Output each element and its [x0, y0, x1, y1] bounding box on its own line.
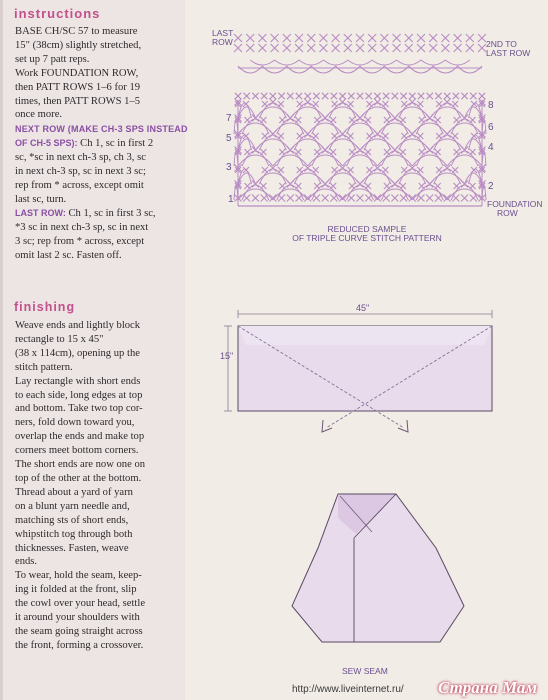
sc-stitch-symbol	[260, 183, 266, 189]
sc-stitch-symbol	[332, 101, 338, 107]
sc-stitch-symbol	[366, 93, 372, 99]
text-line: Work FOUNDATION ROW,	[15, 67, 139, 79]
sc-stitch-symbol	[374, 99, 381, 106]
text-line: on a blunt yarn needle and,	[15, 500, 130, 512]
chain-loop-symbol	[397, 60, 421, 65]
sc-stitch-symbol	[436, 133, 442, 139]
sc-stitch-symbol	[419, 149, 425, 155]
row-number-2: 2	[488, 181, 494, 192]
sc-stitch-symbol	[348, 167, 354, 173]
sc-stitch-symbol	[331, 93, 337, 99]
text-line: (38 x 114cm), opening up the	[15, 347, 140, 359]
sc-stitch-symbol	[454, 44, 462, 52]
sc-stitch-symbol	[260, 117, 266, 123]
sc-stitch-symbol	[366, 133, 372, 139]
watermark-logo: Страна Мам	[438, 678, 538, 697]
sc-stitch-symbol	[339, 195, 346, 202]
sc-stitch-symbol	[332, 44, 340, 52]
text-line: matching sts of short ends,	[15, 514, 129, 526]
text-line: Weave ends and lightly block	[15, 320, 141, 331]
chain-loop-symbol	[372, 60, 396, 65]
sc-stitch-symbol	[243, 167, 249, 173]
sc-stitch-symbol	[322, 93, 328, 99]
chain-loop-symbol	[458, 66, 482, 73]
sc-stitch-symbol	[339, 93, 345, 99]
chain-loop-symbol	[275, 60, 299, 65]
sc-stitch-symbol	[270, 93, 276, 99]
sc-stitch-symbol	[453, 93, 459, 99]
chain-loop-symbol	[336, 66, 360, 73]
sc-stitch-symbol	[382, 133, 388, 139]
sc-stitch-symbol	[330, 183, 336, 189]
last-row-label: LAST ROW	[212, 28, 234, 47]
sc-stitch-symbol	[271, 34, 279, 42]
sc-stitch-symbol	[295, 183, 301, 189]
sc-stitch-symbol	[234, 44, 242, 52]
sc-stitch-symbol	[419, 183, 425, 189]
chain-loop-symbol	[299, 60, 323, 65]
sc-stitch-symbol	[441, 34, 449, 42]
sc-stitch-symbol	[234, 34, 242, 42]
sc-stitch-symbol	[400, 93, 406, 99]
sc-stitch-symbol	[368, 44, 376, 52]
sc-stitch-symbol	[297, 133, 303, 139]
sc-stitch-symbol	[429, 34, 437, 42]
sc-stitch-symbol	[330, 117, 336, 123]
chain-loop-symbol	[445, 60, 469, 65]
sc-stitch-symbol	[295, 117, 301, 123]
sew-seam-label: SEW SEAM	[342, 666, 388, 676]
text-line: top of the other at the bottom.	[15, 472, 142, 484]
sc-stitch-symbol	[365, 117, 371, 123]
text-line: sc, *sc in next ch-3 sp, ch 3, sc	[15, 152, 146, 164]
sc-stitch-symbol	[452, 101, 458, 107]
sc-stitch-symbol	[287, 93, 293, 99]
sc-stitch-symbol	[258, 34, 266, 42]
sc-stitch-symbol	[305, 93, 311, 99]
text-line: and bottom. Take two top cor-	[15, 403, 143, 415]
sc-stitch-symbol	[429, 44, 437, 52]
sc-stitch-symbol	[279, 183, 285, 189]
next-row-label: OF CH-5 SPS):	[15, 138, 78, 149]
chain-loop-symbol	[311, 66, 335, 73]
sc-stitch-symbol	[244, 117, 250, 123]
sc-stitch-symbol	[478, 44, 486, 52]
sc-stitch-symbol	[332, 133, 338, 139]
sc-stitch-symbol	[348, 93, 354, 99]
text-line: ing it folded at the front, slip	[15, 584, 137, 596]
sc-stitch-symbol	[466, 34, 474, 42]
sc-stitch-symbol	[244, 93, 250, 99]
sc-stitch-symbol	[401, 167, 407, 173]
sc-stitch-symbol	[401, 101, 407, 107]
sc-stitch-symbol	[380, 34, 388, 42]
sc-stitch-symbol	[297, 167, 303, 173]
sc-stitch-symbol	[357, 195, 364, 202]
sc-stitch-symbol	[454, 34, 462, 42]
sc-stitch-symbol	[261, 93, 267, 99]
sc-stitch-symbol	[384, 183, 390, 189]
sc-stitch-symbol	[470, 93, 476, 99]
sc-stitch-symbol	[382, 101, 388, 107]
sc-stitch-symbol	[380, 44, 388, 52]
row-number-7: 7	[226, 113, 232, 124]
sc-stitch-symbol	[393, 34, 401, 42]
sc-stitch-symbol	[313, 133, 319, 139]
sc-stitch-symbol	[426, 195, 433, 202]
finishing-heading: finishing	[14, 300, 76, 314]
text-line: 15" (38cm) slightly stretched,	[15, 39, 142, 51]
text-line: the front, forming a crossover.	[15, 639, 144, 651]
sc-stitch-symbol	[452, 167, 458, 173]
sc-stitch-symbol	[349, 117, 355, 123]
sc-stitch-symbol	[471, 101, 477, 107]
sc-stitch-symbol	[304, 99, 311, 106]
sc-stitch-symbol	[313, 93, 319, 99]
sc-stitch-symbol	[471, 133, 477, 139]
sc-stitch-symbol	[417, 167, 423, 173]
sc-stitch-symbol	[393, 44, 401, 52]
arrow-head-icon	[322, 420, 332, 432]
sc-stitch-symbol	[304, 195, 311, 202]
sc-stitch-symbol	[470, 183, 476, 189]
sc-stitch-symbol	[278, 133, 284, 139]
sc-stitch-symbol	[287, 195, 294, 202]
sc-stitch-symbol	[382, 167, 388, 173]
chain-loop-symbol	[348, 60, 372, 65]
text-line: The short ends are now one on	[15, 459, 146, 471]
sc-stitch-symbol	[471, 167, 477, 173]
sc-stitch-symbol	[427, 93, 433, 99]
sc-stitch-symbol	[435, 149, 441, 155]
cowl-seam-diagram	[280, 488, 480, 648]
sc-stitch-symbol	[479, 93, 485, 99]
sc-stitch-symbol	[383, 93, 389, 99]
text-line: thicknesses. Fasten, weave	[15, 542, 129, 554]
sc-stitch-symbol	[452, 133, 458, 139]
sc-stitch-symbol	[405, 44, 413, 52]
sc-stitch-symbol	[319, 34, 327, 42]
foundation-row-label: FOUNDATION ROW	[487, 199, 543, 218]
last-rows-chart	[234, 34, 486, 73]
text-line: the seam going straight across	[15, 625, 143, 637]
chain-loop-symbol	[238, 66, 262, 73]
sc-stitch-symbol	[314, 149, 320, 155]
sc-stitch-symbol	[470, 149, 476, 155]
sc-stitch-symbol	[314, 117, 320, 123]
sc-stitch-symbol	[246, 44, 254, 52]
text-line: *3 sc in next ch-3 sp, sc in next	[15, 221, 149, 233]
sc-stitch-symbol	[365, 183, 371, 189]
row-number-5: 5	[226, 133, 232, 144]
sc-stitch-symbol	[258, 44, 266, 52]
width-label: 45"	[356, 303, 370, 313]
text-line: in next ch-3 sp, sc in next 3 sc;	[15, 166, 146, 178]
sc-stitch-symbol	[348, 133, 354, 139]
text-line: set up 7 patt reps.	[15, 53, 90, 65]
sc-stitch-symbol	[319, 44, 327, 52]
row-number-1: 1	[228, 194, 234, 205]
sc-stitch-symbol	[296, 93, 302, 99]
sc-stitch-symbol	[295, 34, 303, 42]
text-line: times, then PATT ROWS 1–5	[15, 95, 141, 107]
text-line: Ch 1, sc in first 2	[80, 138, 154, 150]
text-line: the cowl over your head, settle	[15, 598, 146, 610]
text-line: Ch 1, sc in first 3 sc,	[68, 207, 156, 219]
height-label: 15"	[220, 351, 234, 361]
text-line: to each side, long edges at top	[15, 389, 143, 401]
sc-stitch-symbol	[271, 44, 279, 52]
sc-stitch-symbol	[297, 101, 303, 107]
sc-stitch-symbol	[384, 149, 390, 155]
chain-loop-symbol	[287, 66, 311, 73]
sc-stitch-symbol	[454, 183, 460, 189]
last-row-label: LAST ROW:	[15, 207, 66, 218]
sc-stitch-symbol	[357, 93, 363, 99]
sc-stitch-symbol	[392, 93, 398, 99]
text-line: Thread about a yard of yarn	[15, 486, 133, 498]
text-line: last sc, turn.	[15, 193, 67, 205]
chain-loop-symbol	[421, 60, 445, 65]
chart-caption: REDUCED SAMPLE OF TRIPLE CURVE STITCH PATTERN	[292, 224, 442, 243]
sc-stitch-symbol	[349, 183, 355, 189]
sc-stitch-symbol	[322, 195, 329, 202]
sc-stitch-symbol	[330, 149, 336, 155]
sc-stitch-symbol	[417, 44, 425, 52]
sc-stitch-symbol	[283, 44, 291, 52]
sc-stitch-symbol	[295, 44, 303, 52]
chain-loop-symbol	[360, 66, 384, 73]
text-line: stitch pattern.	[15, 361, 73, 373]
text-line: ends.	[15, 556, 38, 568]
text-line: ners, fold down toward you,	[15, 417, 135, 429]
text-line: once more.	[15, 109, 63, 121]
text-line: omit last 2 sc. Fasten off.	[15, 249, 122, 261]
sc-stitch-symbol	[332, 167, 338, 173]
text-line: then PATT ROWS 1–6 for 19	[15, 81, 141, 93]
text-line: 3 sc; rep from * across, except	[15, 235, 145, 247]
sc-stitch-symbol	[313, 101, 319, 107]
sc-stitch-symbol	[262, 133, 268, 139]
sc-stitch-symbol	[419, 117, 425, 123]
sc-stitch-symbol	[278, 167, 284, 173]
sc-stitch-symbol	[279, 149, 285, 155]
rectangle-fold-diagram	[218, 300, 518, 445]
sc-stitch-symbol	[307, 44, 315, 52]
next-row-label: NEXT ROW (MAKE CH-3 SPS INSTEAD	[15, 124, 188, 135]
sc-stitch-symbol	[307, 34, 315, 42]
sc-stitch-symbol	[332, 34, 340, 42]
sc-stitch-symbol	[391, 195, 398, 202]
sc-stitch-symbol	[313, 167, 319, 173]
row-number-4: 4	[488, 142, 494, 153]
sc-stitch-symbol	[269, 99, 276, 106]
text-line: BASE CH/SC 57 to measure	[15, 26, 138, 37]
sc-stitch-symbol	[441, 44, 449, 52]
sc-stitch-symbol	[436, 167, 442, 173]
sc-stitch-symbol	[339, 99, 346, 106]
sc-stitch-symbol	[279, 117, 285, 123]
chain-loop-symbol	[262, 66, 286, 73]
sc-stitch-symbol	[409, 93, 415, 99]
sc-stitch-symbol	[444, 93, 450, 99]
sc-stitch-symbol	[405, 34, 413, 42]
sc-stitch-symbol	[444, 99, 451, 106]
text-line: corners meet bottom corners.	[15, 445, 139, 457]
sc-stitch-symbol	[444, 195, 451, 202]
sc-stitch-symbol	[283, 34, 291, 42]
sc-stitch-symbol	[295, 149, 301, 155]
text-line: rectangle to 15 x 45"	[15, 333, 104, 345]
sc-stitch-symbol	[417, 101, 423, 107]
sc-stitch-symbol	[262, 167, 268, 173]
sc-stitch-symbol	[278, 93, 284, 99]
sc-stitch-symbol	[348, 101, 354, 107]
sc-stitch-symbol	[368, 34, 376, 42]
arrow-head-icon	[398, 420, 408, 432]
sc-stitch-symbol	[246, 34, 254, 42]
sc-stitch-symbol	[417, 34, 425, 42]
sc-stitch-symbol	[356, 34, 364, 42]
sc-stitch-symbol	[344, 44, 352, 52]
sc-stitch-symbol	[243, 101, 249, 107]
sc-stitch-symbol	[454, 149, 460, 155]
sc-stitch-symbol	[409, 99, 416, 106]
cowl-shape	[292, 494, 464, 642]
sc-stitch-symbol	[409, 195, 416, 202]
chain-loop-symbol	[384, 66, 408, 73]
sc-stitch-symbol	[400, 149, 406, 155]
text-line: whipstitch tog through both	[15, 528, 133, 540]
row-number-8: 8	[488, 100, 494, 111]
sc-stitch-symbol	[470, 117, 476, 123]
sc-stitch-symbol	[401, 133, 407, 139]
text-line: overlap the ends and make top	[15, 431, 145, 443]
instructions-heading: instructions	[14, 6, 101, 21]
sc-stitch-symbol	[466, 44, 474, 52]
chain-loop-symbol	[433, 66, 457, 73]
sc-stitch-symbol	[244, 149, 250, 155]
sc-stitch-symbol	[461, 195, 468, 202]
watermark-url: http://www.liveinternet.ru/	[292, 684, 404, 695]
sc-stitch-symbol	[278, 101, 284, 107]
sc-stitch-symbol	[252, 195, 259, 202]
sc-stitch-symbol	[374, 195, 381, 202]
chain-loop-symbol	[250, 60, 274, 65]
sc-stitch-symbol	[252, 93, 258, 99]
sc-stitch-symbol	[417, 133, 423, 139]
sc-stitch-symbol	[269, 195, 276, 202]
second-to-last-row-label: 2ND TO LAST ROW	[486, 39, 531, 58]
chain-loop-symbol	[323, 60, 347, 65]
sc-stitch-symbol	[400, 117, 406, 123]
text-line: it around your shoulders with	[15, 612, 140, 624]
sc-stitch-symbol	[365, 149, 371, 155]
sc-stitch-symbol	[262, 101, 268, 107]
sc-stitch-symbol	[260, 149, 266, 155]
sc-stitch-symbol	[436, 101, 442, 107]
text-line: Lay rectangle with short ends	[15, 375, 141, 387]
chain-loop-symbol	[409, 66, 433, 73]
row-number-6: 6	[488, 122, 494, 133]
sc-stitch-symbol	[418, 93, 424, 99]
sc-stitch-symbol	[366, 101, 372, 107]
text-line: To wear, hold the seam, keep-	[15, 570, 142, 582]
stitch-pattern-chart	[234, 93, 486, 206]
sc-stitch-symbol	[243, 133, 249, 139]
sc-stitch-symbol	[314, 183, 320, 189]
sc-stitch-symbol	[435, 183, 441, 189]
sc-stitch-symbol	[356, 44, 364, 52]
sc-stitch-symbol	[349, 149, 355, 155]
sc-stitch-symbol	[374, 93, 380, 99]
sc-stitch-symbol	[435, 117, 441, 123]
sc-stitch-symbol	[344, 34, 352, 42]
sc-stitch-symbol	[235, 93, 241, 99]
row-number-3: 3	[226, 162, 232, 173]
sc-stitch-symbol	[454, 117, 460, 123]
text-line: rep from * across, except omit	[15, 179, 144, 191]
sc-stitch-symbol	[435, 93, 441, 99]
sc-stitch-symbol	[478, 34, 486, 42]
sc-stitch-symbol	[384, 117, 390, 123]
sc-stitch-symbol	[400, 183, 406, 189]
sc-stitch-symbol	[366, 167, 372, 173]
sc-stitch-symbol	[244, 183, 250, 189]
sc-stitch-symbol	[461, 93, 467, 99]
